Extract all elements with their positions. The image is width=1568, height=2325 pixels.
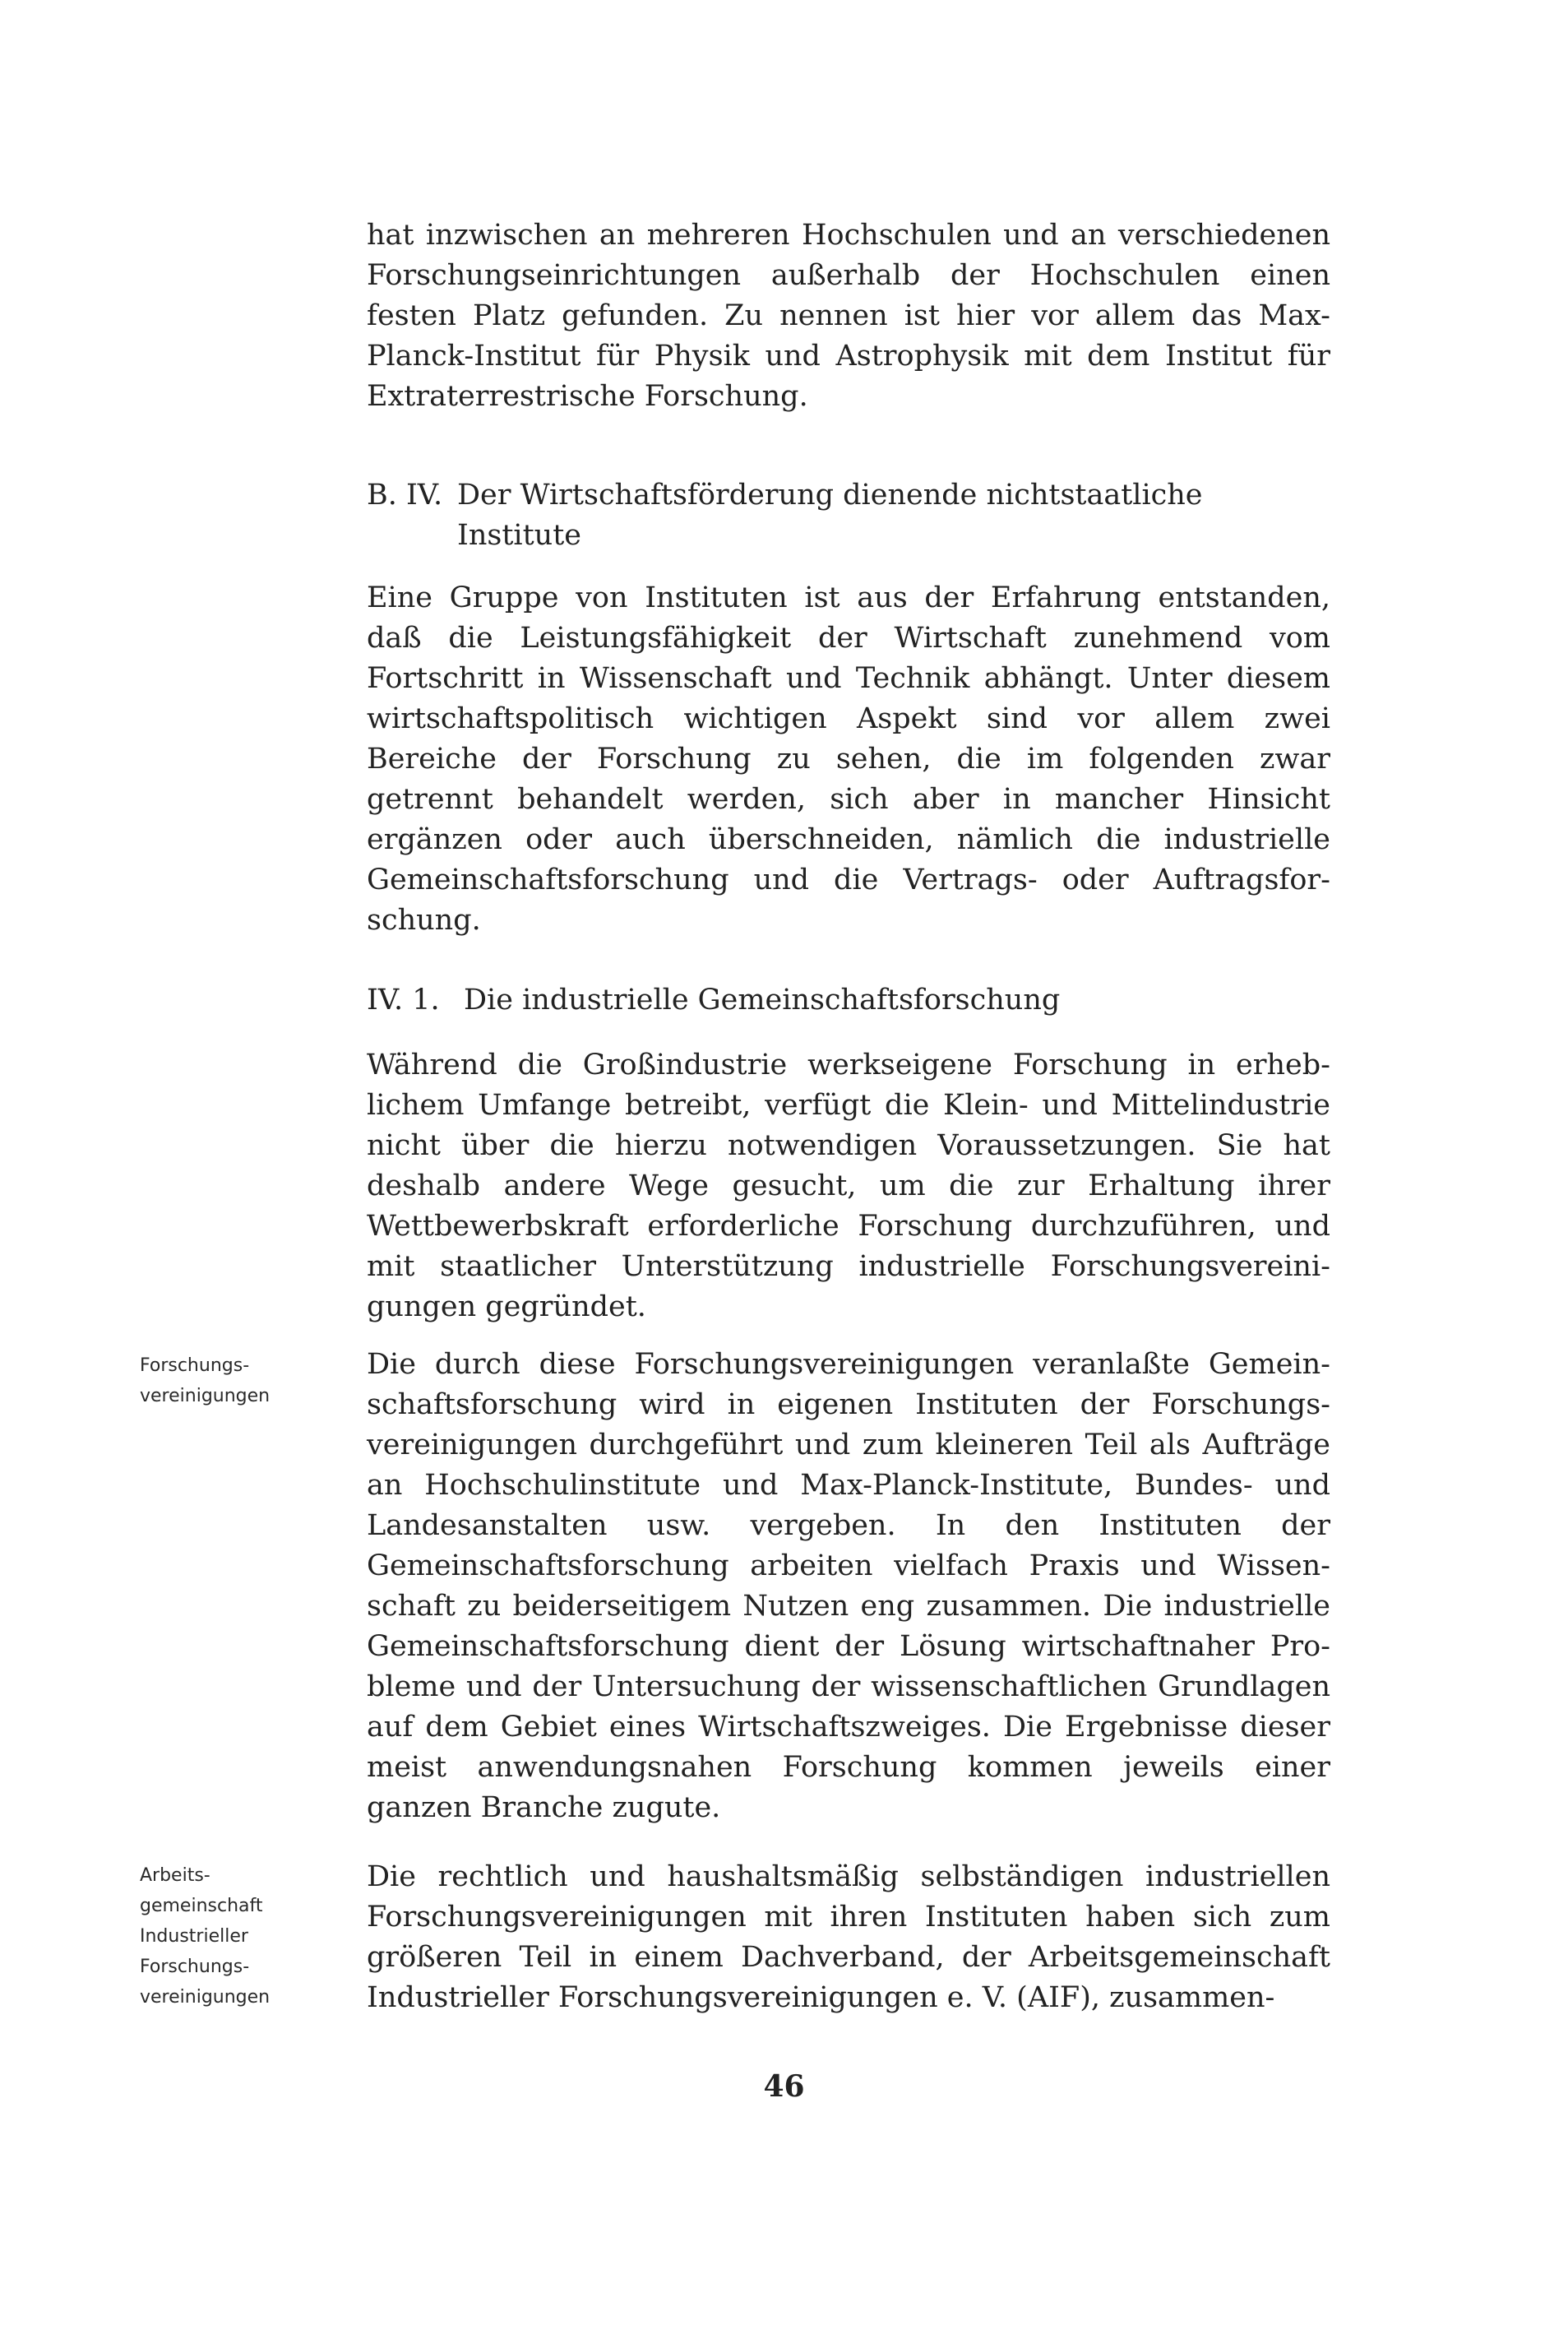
paragraph-grossindustrie: Während die Großindustrie werkseigene Forschung in erheblichem Umfange betreibt, verfügt die Klein- und Mittelindustrie nicht über die hierzu notwendigen Voraussetzungen. Sie hat deshalb andere Wege gesucht, um die zur Erhaltung ihrer Wettbewerbskraft erforderliche Forschung durchzuführen, und mit staatlicher Unterstützung industrielle Forschungsvereinigungen gegründet. [367,1049,1330,1323]
section-heading-b-iv [367,475,1330,556]
paragraph-intro: hat inzwischen an mehreren Hochschulen und an verschiedenen Forschungseinrichtungen außerhalb der Hochschulen einen festen Platz gefunden. Zu nennen ist hier vor allem das Max-Planck-Institut für Physik und Astrophysik mit dem Institut für Extraterrestrische Forschung. [367,219,1330,413]
margin-note-arbeitsgemeinschaft [140,1860,321,2012]
subsection-title: Die industrielle Gemeinschaftsforschung [464,984,1061,1017]
paragraph-institutes: Eine Gruppe von Instituten ist aus der Erfahrung entstanden, daß die Leistungsfähigkeit der Wirtschaft zunehmend vom Fortschritt in Wissenschaft und Technik abhängt. Unter diesem wirtschaftspolitisch wichtigen Aspekt sind vor allem zwei Bereiche der Forschung zu sehen, die im folgenden zwar getrennt behandelt werden, sich aber in mancher Hinsicht ergänzen oder auch überschneiden, nämlich die industrielle Gemeinschaftsforschung und die Vertrags- oder Auftragsforschung. [367,581,1330,937]
margin-note-line: vereinigungen [140,1386,271,1406]
margin-note-line: Forschungs- [140,1957,250,1977]
section-number: B. IV. [367,479,443,512]
paragraph-gemeinschaftsforschung: Die durch diese Forschungsvereinigungen veranlaßte Gemeinschaftsforschung wird in eigenen Instituten der Forschungsvereinigungen durchgeführt und zum kleineren Teil als Aufträge an Hochschulinstitute und Max-Planck-Institute, Bundes- und Landesanstalten usw. vergeben. In den Instituten der Gemeinschaftsforschung arbeiten vielfach Praxis und Wissenschaft zu beiderseitigem Nutzen eng zusammen. Die industrielle Gemeinschaftsforschung dient der Lösung wirtschaftnaher Probleme und der Untersuchung der wissenschaftlichen Grundlagen auf dem Gebiet eines Wirtschaftszweiges. Die Ergebnisse dieser meist anwendungsnahen Forschung kommen jeweils einer ganzen Branche zugute. [367,1348,1330,1824]
margin-note-line: Arbeits- [140,1865,210,1886]
margin-note-line: Forschungs- [140,1355,250,1376]
margin-note-forschungsvereinigungen [140,1350,321,1411]
section-title-line1: Der Wirtschaftsförderung dienende nichtstaatliche [457,479,1203,512]
section-title-line2: Institute [457,519,581,552]
paragraph-aif: Die rechtlich und haushaltsmäßig selbständigen industriellen Forschungsvereinigungen mit ihren Instituten haben sich zum größeren Teil in einem Dachverband, der Arbeitsgemeinschaft Industrieller Forschungsvereinigungen e. V. (AIF), zusammen- [367,1860,1330,2014]
subsection-number: IV. 1. [367,984,440,1017]
margin-note-line: vereinigungen [140,1987,271,2008]
margin-note-line: Industrieller [140,1926,248,1947]
subsection-heading-iv-1 [367,980,1330,1021]
margin-note-line: gemeinschaft [140,1896,263,1916]
page-number: 46 [763,2069,805,2104]
